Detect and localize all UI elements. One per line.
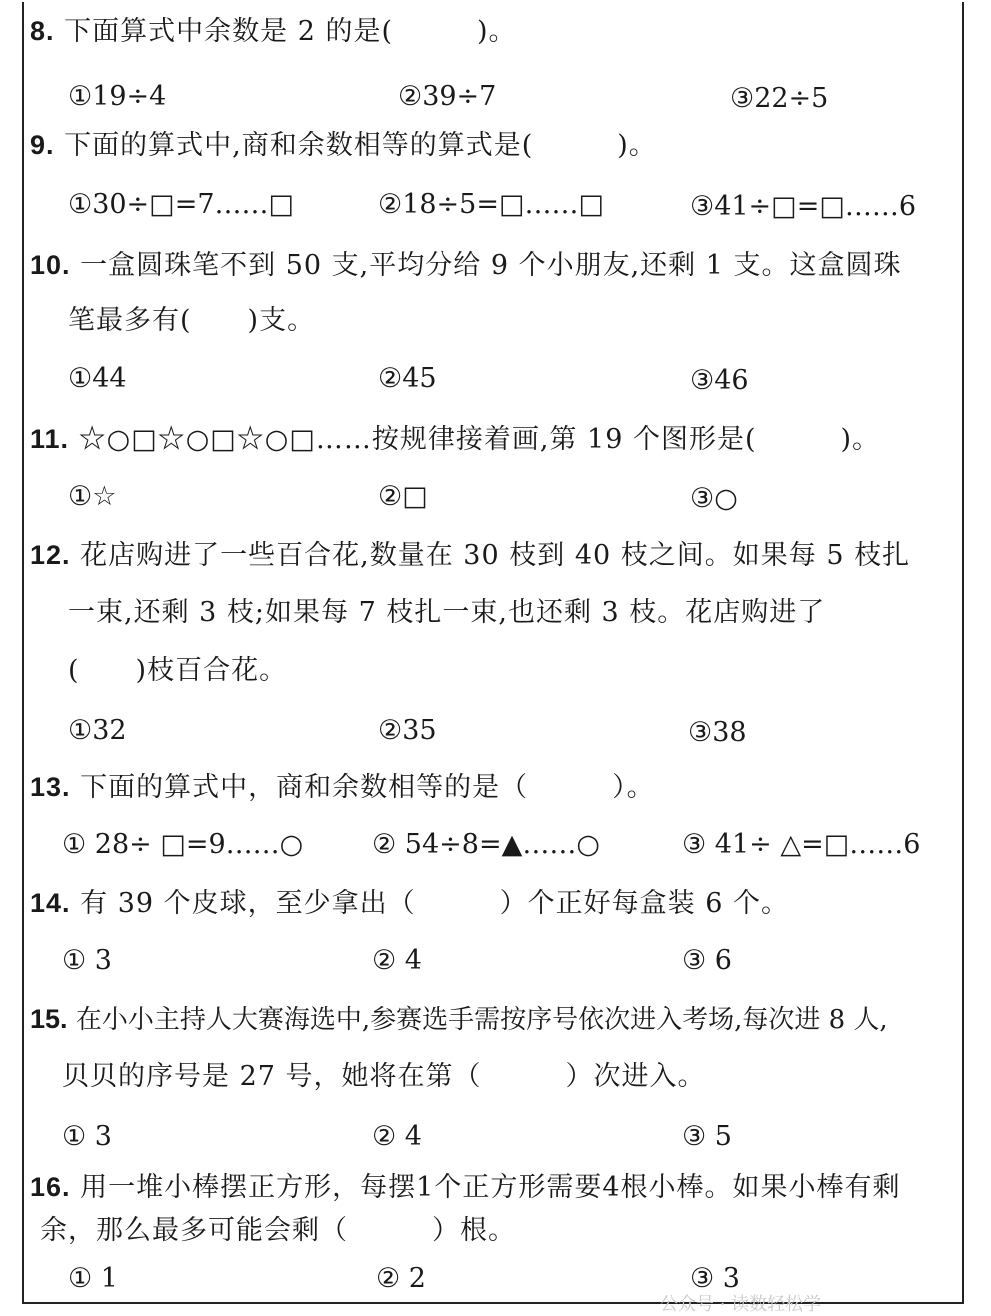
question-text-line-2: 余，那么最多可能会剩（ ）根。: [40, 1215, 516, 1246]
option-3[interactable]: ③38: [688, 717, 747, 748]
option-2[interactable]: ② 54÷8=▲……○: [372, 829, 600, 860]
question-text: 下面的算式中，商和余数相等的是（ ）。: [80, 772, 655, 803]
option-1[interactable]: ①☆: [68, 481, 117, 512]
option-1[interactable]: ① 28÷ □=9……○: [62, 829, 304, 860]
option-2[interactable]: ②18÷5=□……□: [378, 189, 605, 220]
option-3[interactable]: ③41÷□=□……6: [690, 191, 917, 222]
watermark: 公众号 · 读数轻松学: [660, 1294, 822, 1315]
option-3[interactable]: ③22÷5: [730, 83, 829, 114]
option-2[interactable]: ② 4: [372, 945, 422, 976]
question-number: 13.: [30, 772, 71, 802]
question-number: 15.: [30, 1004, 68, 1034]
option-2[interactable]: ②35: [378, 715, 437, 746]
question-text-line-2: 一束,还剩 3 枝;如果每 7 枝扎一束,也还剩 3 枝。花店购进了: [68, 597, 826, 628]
option-3[interactable]: ③ 41÷ △=□……6: [682, 829, 921, 860]
option-1[interactable]: ①19÷4: [68, 81, 167, 112]
question-number: 10.: [30, 250, 71, 280]
option-2[interactable]: ②39÷7: [398, 81, 497, 112]
option-3[interactable]: ③46: [690, 365, 749, 396]
question-text: 用一堆小棒摆正方形，每摆1个正方形需要4根小棒。如果小棒有剩: [80, 1172, 901, 1203]
option-1[interactable]: ①30÷□=7……□: [68, 189, 295, 220]
question-number: 12.: [30, 540, 71, 570]
option-1[interactable]: ① 3: [62, 1121, 112, 1152]
question-text: 一盒圆珠笔不到 50 支,平均分给 9 个小朋友,还剩 1 支。这盒圆珠: [80, 250, 902, 281]
option-1[interactable]: ①32: [68, 715, 127, 746]
question-number: 8.: [30, 16, 55, 46]
option-3[interactable]: ③ 3: [690, 1263, 740, 1294]
question-number: 9.: [30, 130, 55, 160]
option-2[interactable]: ② 2: [376, 1263, 426, 1294]
question-text: 在小小主持人大赛海选中,参赛选手需按序号依次进入考场,每次进 8 人,: [75, 1005, 888, 1035]
question-text: 花店购进了一些百合花,数量在 30 枝到 40 枝之间。如果每 5 枝扎: [80, 540, 911, 571]
option-1[interactable]: ① 3: [62, 945, 112, 976]
question-text-line-2: 贝贝的序号是 27 号，她将在第（ ）次进入。: [62, 1061, 706, 1092]
option-2[interactable]: ② 4: [372, 1121, 422, 1152]
question-text: 下面的算式中,商和余数相等的算式是( )。: [64, 130, 657, 161]
option-2[interactable]: ②□: [378, 481, 428, 512]
question-text: ☆○□☆○□☆○□……按规律接着画,第 19 个图形是( )。: [78, 424, 881, 455]
option-1[interactable]: ① 1: [68, 1263, 118, 1294]
option-3[interactable]: ③ 5: [682, 1121, 732, 1152]
question-text-line-3: ( )枝百合花。: [68, 655, 288, 686]
question-number: 14.: [30, 888, 71, 918]
option-3[interactable]: ③○: [690, 483, 738, 514]
option-2[interactable]: ②45: [378, 363, 437, 394]
question-text-line-2: 笔最多有( )支。: [68, 305, 316, 336]
option-1[interactable]: ①44: [68, 363, 127, 394]
question-text: 有 39 个皮球，至少拿出（ ）个正好每盒装 6 个。: [80, 888, 790, 919]
question-text: 下面算式中余数是 2 的是( )。: [64, 16, 517, 47]
option-3[interactable]: ③ 6: [682, 945, 732, 976]
question-number: 11.: [30, 424, 70, 454]
question-number: 16.: [30, 1172, 71, 1202]
